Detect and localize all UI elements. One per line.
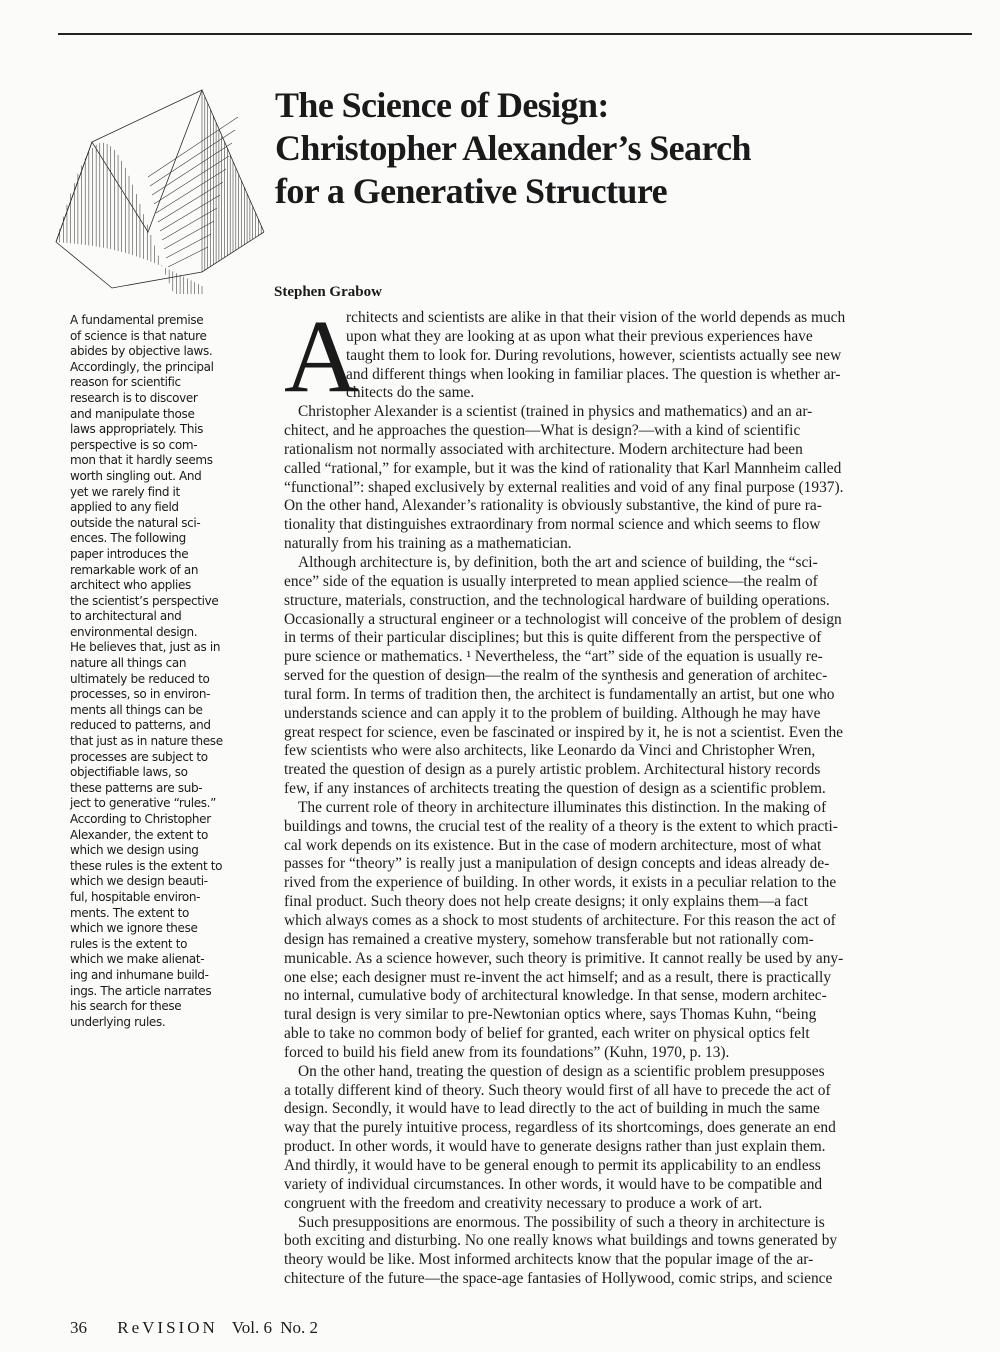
body-line: theory would be like. Most informed architects know that the popular image of the ar- xyxy=(284,1251,814,1269)
body-line: ence” side of the equation is usually interpreted to mean applied science—the realm of xyxy=(284,572,818,590)
body-line: cal work depends on its existence. But in the case of modern architecture, most of what xyxy=(284,836,822,854)
body-line: both exciting and disturbing. No one really knows what buildings and towns generated by xyxy=(284,1232,838,1250)
abstract-line: to architectural and xyxy=(70,609,182,624)
magazine-name: ReVISION xyxy=(117,1318,218,1337)
body-line: Such presuppositions are enormous. The possibility of such a theory in architecture is xyxy=(298,1213,825,1231)
abstract-line: underlying rules. xyxy=(70,1014,166,1029)
body-line: chitect, and he approaches the question—What is design?—with a kind of scientific xyxy=(284,422,801,440)
body-line: understands science and can apply it to the problem of building. Although he may have xyxy=(284,704,821,722)
body-line: tural form. In terms of tradition then, the architect is fundamentally an artist, but one who xyxy=(284,685,835,703)
body-line: structure, materials, construction, and the technological hardware of building operations. xyxy=(284,591,830,609)
abstract-line: ings. The article narrates xyxy=(70,983,212,998)
abstract-line: reason for scientific xyxy=(70,375,181,390)
abstract-line: A fundamental premise xyxy=(70,313,204,327)
body-line: forced to build his field anew from its foundations” (Kuhn, 1970, p. 13). xyxy=(284,1043,730,1061)
body-line: The current role of theory in architecture illuminates this distinction. In the making of xyxy=(298,798,827,816)
abstract-line: processes are subject to xyxy=(70,749,208,764)
page-footer xyxy=(70,1318,322,1338)
abstract-line: yet we rarely find it xyxy=(70,484,180,499)
abstract-line: ultimately be reduced to xyxy=(70,671,210,686)
abstract-sidebar xyxy=(70,313,252,1030)
body-line: one else; each designer must re-invent the act himself; and as a result, there is practically xyxy=(284,968,832,986)
body-line: rchitects and scientists are alike in that their vision of the world depends as much xyxy=(346,309,846,326)
body-line: passes for “theory” is really just a manipulation of design concepts and ideas already de- xyxy=(284,855,830,873)
body-line: pure science or mathematics. ¹ Nevertheless, the “art” side of the equation is usually re- xyxy=(284,648,823,666)
body-line: treated the question of design as a purely artistic problem. Architectural history records xyxy=(284,761,821,779)
abstract-line: his search for these xyxy=(70,999,182,1014)
body-line: tural design is very similar to pre-Newtonian optics where, says Thomas Kuhn, “being xyxy=(284,1006,817,1024)
wireframe-surface-illustration xyxy=(52,82,270,294)
abstract-line: that just as in nature these xyxy=(70,734,223,749)
body-line: design has remained a creative mystery, somehow transferable but not rationally com- xyxy=(284,930,814,948)
body-line: great respect for science, even be fascinated or inspired by it, he is not a scientist. Even the xyxy=(284,723,843,741)
abstract-line: laws appropriately. This xyxy=(70,422,203,437)
abstract-line: remarkable work of an xyxy=(70,562,199,577)
abstract-line: ful, hospitable environ- xyxy=(70,889,201,904)
body-line: buildings and towns, the crucial test of the reality of a theory is the extent to which practi- xyxy=(284,817,838,835)
abstract-line: abides by objective laws. xyxy=(70,344,213,359)
abstract-line: worth singling out. And xyxy=(70,468,202,483)
body-line: rationalism not normally associated with architecture. Modern architecture had been xyxy=(284,440,803,458)
author-byline: Stephen Grabow xyxy=(274,284,382,300)
abstract-line: rules is the extent to xyxy=(70,936,188,951)
body-line: able to take no common body of belief for granted, each writer on physical optics felt xyxy=(284,1025,810,1043)
title-line: Christopher Alexander’s Search xyxy=(275,128,751,168)
body-line: On the other hand, Alexander’s rationality is obviously substantive, the kind of pure ra- xyxy=(284,497,822,515)
body-line: municable. As a science however, such theory is primitive. It cannot really be used by any- xyxy=(284,949,844,967)
body-line: chitecture of the future—the space-age fantasies of Hollywood, comic strips, and science xyxy=(284,1270,833,1288)
body-line: rived from the experience of building. In other words, it exists in a peculiar relation to the xyxy=(284,874,837,892)
body-line: Occasionally a structural engineer or a technologist will conceive of the problem of design xyxy=(284,610,842,628)
body-line: variety of individual circumstances. In other words, it would have to be compatible and xyxy=(284,1175,823,1193)
abstract-line: processes, so in environ- xyxy=(70,687,211,702)
body-line: few scientists who were also architects, like Leonardo da Vinci and Christopher Wren, xyxy=(284,742,816,760)
abstract-line: Alexander, the extent to xyxy=(70,827,208,842)
body-line: design. Secondly, it would have to lead directly to the act of building in much the same xyxy=(284,1100,820,1118)
abstract-line: which we design using xyxy=(70,843,199,858)
body-line: called “rational,” for example, but it was the kind of rationality that Karl Mannheim called xyxy=(284,459,842,477)
abstract-line: ject to generative “rules.” xyxy=(70,796,216,811)
issue-label: No. 2 xyxy=(280,1318,319,1337)
abstract-line: According to Christopher xyxy=(70,812,211,826)
body-line: served for the question of design—the realm of the synthesis and generation of architec- xyxy=(284,667,828,685)
abstract-line: architect who applies xyxy=(70,578,191,593)
body-line: final product. Such theory does not help create designs; it only explains them—a fact xyxy=(284,893,808,911)
abstract-line: He believes that, just as in xyxy=(70,640,221,655)
body-line: in terms of their particular disciplines; but this is quite different from the perspective of xyxy=(284,629,822,647)
abstract-line: ments all things can be xyxy=(70,702,203,717)
abstract-line: reduced to patterns, and xyxy=(70,718,211,733)
abstract-line: ences. The following xyxy=(70,531,186,546)
abstract-line: outside the natural sci- xyxy=(70,515,201,530)
abstract-line: which we design beauti- xyxy=(70,874,208,889)
body-line: chitects do the same. xyxy=(346,384,475,402)
abstract-line: these rules is the extent to xyxy=(70,858,223,873)
abstract-line: environmental design. xyxy=(70,624,198,639)
abstract-line: these patterns are sub- xyxy=(70,780,203,795)
body-line: upon what they are looking at as upon what their previous experiences have xyxy=(346,327,813,345)
abstract-line: the scientist’s perspective xyxy=(70,593,219,608)
body-line: And thirdly, it would have to be general enough to permit its applicability to an endless xyxy=(284,1156,821,1174)
body-line: On the other hand, treating the question of design as a scientific problem presupposes xyxy=(298,1062,825,1080)
abstract-line: research is to discover xyxy=(70,390,198,405)
abstract-line: paper introduces the xyxy=(70,546,189,561)
body-line: a totally different kind of theory. Such theory would first of all have to precede the act of xyxy=(284,1081,831,1099)
abstract-line: which we ignore these xyxy=(70,921,198,936)
abstract-line: ments. The extent to xyxy=(70,905,189,920)
body-line: and different things when looking in familiar places. The question is whether ar- xyxy=(346,365,841,383)
abstract-line: objectifiable laws, so xyxy=(70,765,188,780)
body-line: no internal, cumulative body of architectural knowledge. In that sense, modern architec- xyxy=(284,987,827,1005)
body-line: which always comes as a shock to most students of architecture. For this reason the act of xyxy=(284,912,836,929)
title-line: The Science of Design: xyxy=(275,85,609,125)
body-line: “functional”: shaped exclusively by external realities and void of any final purpose (1937). xyxy=(284,478,844,496)
body-line: Christopher Alexander is a scientist (trained in physics and mathematics) and an ar- xyxy=(298,403,813,421)
body-line: way that the purely intuitive process, regardless of its shortcomings, does generate an end xyxy=(284,1119,836,1137)
abstract-line: perspective is so com- xyxy=(70,437,198,452)
abstract-line: nature all things can xyxy=(70,656,187,671)
body-line: congruent with the freedom and creativity necessary to produce a work of art. xyxy=(284,1194,763,1212)
body-line: naturally from his training as a mathematician. xyxy=(284,535,572,553)
abstract-line: ing and inhumane build- xyxy=(70,967,209,982)
body-line: tionality that distinguishes extraordinary from normal science and which seems to flow xyxy=(284,516,821,534)
abstract-line: mon that it hardly seems xyxy=(70,453,213,468)
drop-cap: A xyxy=(284,299,360,414)
top-rule xyxy=(58,33,972,35)
title-line: for a Generative Structure xyxy=(275,171,667,211)
page-number: 36 xyxy=(70,1318,87,1337)
abstract-line: of science is that nature xyxy=(70,328,207,343)
volume-label: Vol. 6 xyxy=(231,1318,273,1337)
abstract-line: and manipulate those xyxy=(70,406,195,421)
body-line: taught them to look for. During revolutions, however, scientists actually see new xyxy=(346,346,842,364)
article-title xyxy=(275,84,915,213)
article-body xyxy=(284,299,970,1289)
body-line: Although architecture is, by definition, both the art and science of building, the “sci- xyxy=(298,553,818,571)
body-line: few, if any instances of architects treating the question of design as a scientific problem. xyxy=(284,780,826,798)
abstract-line: applied to any field xyxy=(70,500,179,515)
body-line: product. In other words, it would have to generate designs rather than just explain them. xyxy=(284,1138,826,1156)
abstract-line: which we make alienat- xyxy=(70,952,205,967)
abstract-line: Accordingly, the principal xyxy=(70,359,214,374)
